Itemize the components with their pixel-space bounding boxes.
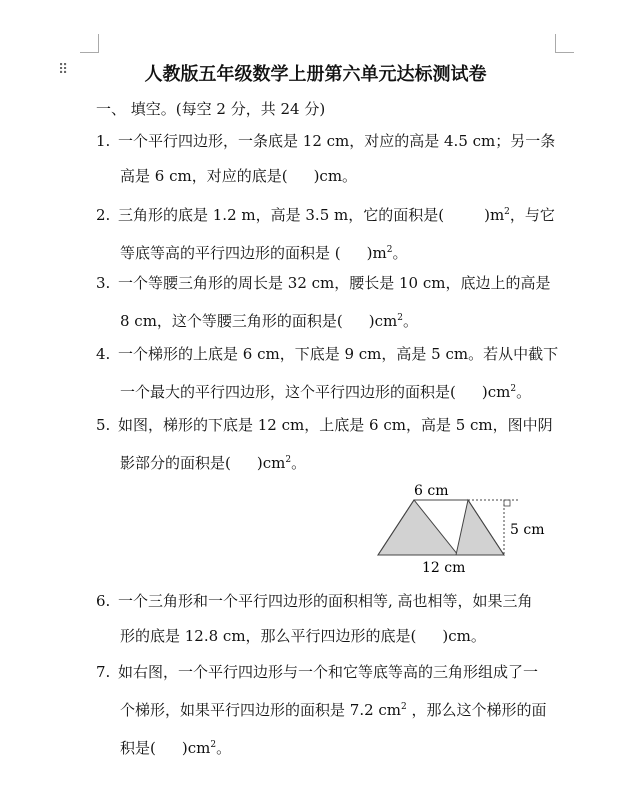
question-text: )cm。 bbox=[442, 627, 486, 645]
shaded-triangle-right bbox=[456, 500, 504, 555]
superscript: 2 bbox=[510, 384, 517, 394]
question-number: 1. bbox=[96, 132, 111, 150]
question-text: 一个三角形和一个平行四边形的面积相等, 高也相等，如果三角 bbox=[118, 592, 533, 610]
question-text: 个梯形，如果平行四边形的面积是 7.2 cm bbox=[120, 701, 402, 719]
question-text: 。 bbox=[392, 244, 408, 262]
question-number: 5. bbox=[96, 416, 111, 434]
superscript: 2 bbox=[285, 455, 292, 465]
question-text: 如右图，一个平行四边形与一个和它等底等高的三角形组成了一 bbox=[118, 663, 539, 681]
height-label: 5 cm bbox=[510, 522, 545, 538]
question-text: 三角形的底是 1.2 m，高是 3.5 m，它的面积是( bbox=[118, 206, 445, 224]
question-text: 。 bbox=[516, 383, 532, 401]
section-heading: 一、 填空。(每空 2 分，共 24 分) bbox=[96, 100, 326, 118]
question-number: 3. bbox=[96, 274, 111, 292]
page-corner-top-right bbox=[555, 34, 574, 53]
question-text: 一个梯形的上底是 6 cm，下底是 9 cm，高是 5 cm。若从中截下 bbox=[118, 345, 559, 363]
question-number: 4. bbox=[96, 345, 111, 363]
page-corner-top-left bbox=[80, 34, 99, 53]
question-text: 形的底是 12.8 cm，那么平行四边形的底是( bbox=[120, 627, 417, 645]
question-number: 7. bbox=[96, 663, 111, 681]
question-1 bbox=[96, 124, 560, 194]
question-text: )cm。 bbox=[313, 167, 358, 185]
question-text: 一个等腰三角形的周长是 32 cm，腰长是 10 cm，底边上的高是 bbox=[118, 274, 551, 292]
shaded-triangle-left bbox=[378, 500, 458, 555]
right-angle-mark bbox=[504, 500, 510, 506]
question-text: )cm bbox=[368, 312, 398, 330]
question-text: 等底等高的平行四边形的面积是 ( bbox=[120, 244, 341, 262]
question-text: 。 bbox=[216, 739, 232, 757]
question-text: ，与它 bbox=[509, 206, 555, 224]
question-text: 高是 6 cm，对应的底是( bbox=[120, 167, 288, 185]
drag-handle-icon[interactable]: ⠿ bbox=[58, 62, 67, 78]
bottom-base-label: 12 cm bbox=[422, 560, 466, 576]
question-3 bbox=[96, 266, 560, 339]
superscript: 2 bbox=[386, 245, 393, 255]
question-text: 8 cm，这个等腰三角形的面积是( bbox=[120, 312, 343, 330]
page-title: 人教版五年级数学上册第六单元达标测试卷 bbox=[144, 64, 487, 85]
question-text: 影部分的面积是( bbox=[120, 454, 231, 472]
question-7 bbox=[96, 655, 560, 766]
trapezoid-figure bbox=[370, 478, 560, 578]
question-text: 积是( bbox=[120, 739, 156, 757]
question-4 bbox=[96, 337, 560, 410]
question-text: 一个最大的平行四边形，这个平行四边形的面积是( bbox=[120, 383, 456, 401]
question-text: 。 bbox=[291, 454, 307, 472]
question-number: 2. bbox=[96, 206, 111, 224]
question-text: )cm bbox=[256, 454, 286, 472]
question-text: 。 bbox=[403, 312, 419, 330]
superscript: 2 bbox=[397, 313, 404, 323]
superscript: 2 bbox=[401, 702, 407, 712]
question-text: ，那么这个梯形的面 bbox=[406, 701, 547, 719]
question-text: 一个平行四边形，一条底是 12 cm，对应的高是 4.5 cm；另一条 bbox=[118, 132, 556, 150]
question-5 bbox=[96, 408, 560, 481]
top-base-label: 6 cm bbox=[414, 483, 449, 499]
superscript: 2 bbox=[504, 207, 510, 217]
question-text: 如图，梯形的下底是 12 cm，上底是 6 cm，高是 5 cm，图中阴 bbox=[118, 416, 553, 434]
question-text: )cm bbox=[481, 383, 511, 401]
question-2 bbox=[96, 195, 560, 271]
superscript: 2 bbox=[210, 740, 217, 750]
question-text: )cm bbox=[181, 739, 211, 757]
question-text: )m bbox=[484, 206, 505, 224]
question-number: 6. bbox=[96, 592, 111, 610]
question-text: )m bbox=[366, 244, 387, 262]
question-6 bbox=[96, 584, 560, 654]
